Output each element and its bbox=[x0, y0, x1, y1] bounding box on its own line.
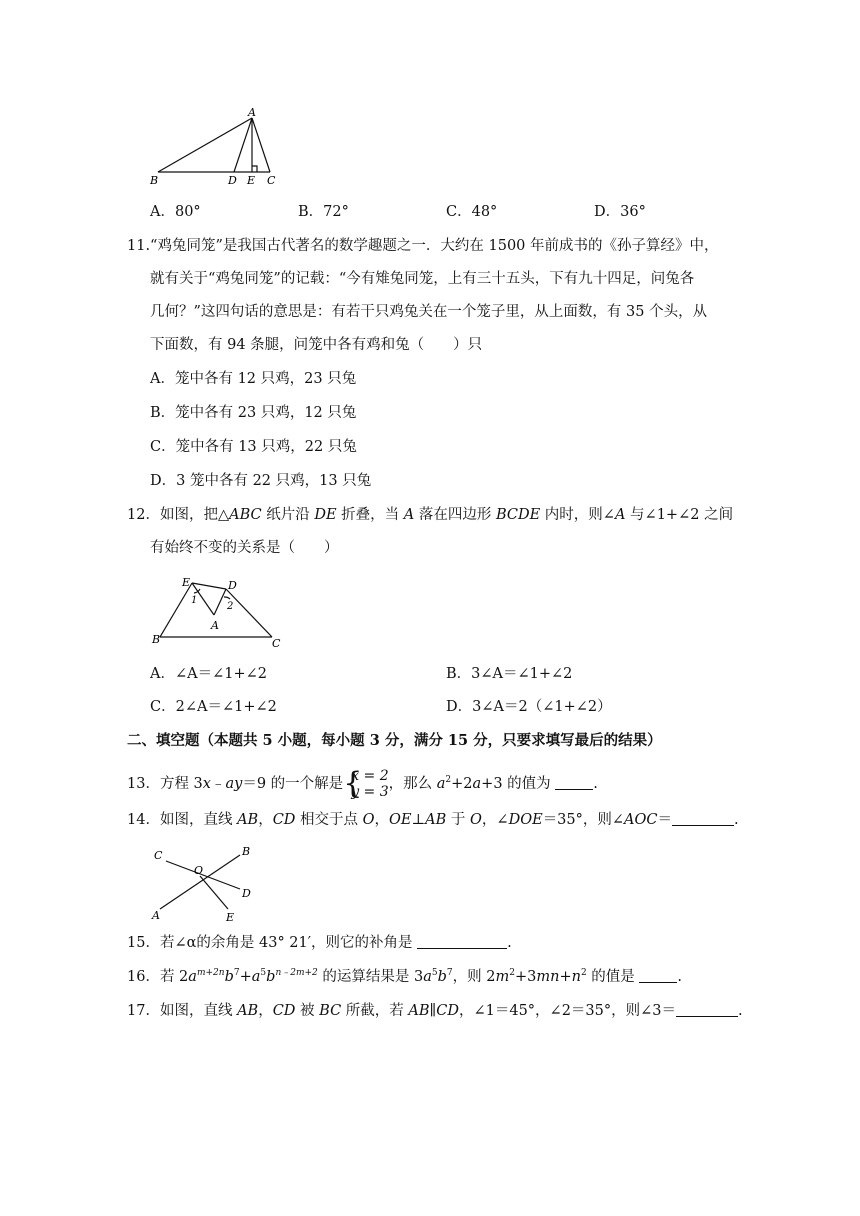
q10-option-b: B．72° bbox=[298, 204, 349, 220]
q11-option-a: A．笼中各有 12 只鸡，23 只兔 bbox=[150, 371, 357, 387]
q12-option-b: B．3∠A＝∠1+∠2 bbox=[446, 666, 573, 682]
q17-line: 17．如图，直线 AB，CD 被 BC 所截，若 AB∥CD，∠1＝45°，∠2＝35°，则∠3＝ . bbox=[127, 1003, 743, 1019]
fig12-label-2: 2 bbox=[227, 601, 234, 612]
intersecting-lines-figure-q14 bbox=[148, 843, 268, 923]
folded-triangle-figure-q12 bbox=[148, 575, 288, 647]
q13-equation-system: { x = 2 y = 3 bbox=[343, 766, 389, 801]
q13-answer-blank[interactable] bbox=[555, 775, 593, 790]
fig10-label-D: D bbox=[228, 174, 237, 187]
fig10-label-C: C bbox=[267, 174, 276, 187]
q16-line: 16．若 $2a^{m+2n}b^7+a^5b^{n﹣2m+2}$ 的运算结果是 $3a^5b^7$，则 $2m^2+3mn+n^2$ 的值是 . bbox=[127, 968, 682, 985]
fig10-label-B: B bbox=[150, 174, 159, 187]
fig12-label-E: E bbox=[182, 576, 191, 589]
q12-option-d: D．3∠A＝2（∠1+∠2） bbox=[446, 699, 612, 715]
q11-line-1: 11.“鸡兔同笼”是我国古代著名的数学趣题之一．大约在 1500 年前成书的《孙子算经》中， bbox=[127, 238, 719, 254]
q10-option-c: C．48° bbox=[446, 204, 498, 220]
q14-answer-blank[interactable] bbox=[672, 811, 734, 826]
triangle-figure-q10 bbox=[146, 106, 286, 188]
fig14-label-E: E bbox=[226, 911, 235, 923]
fig10-label-E: E bbox=[247, 174, 256, 187]
q10-option-d: D．36° bbox=[594, 204, 646, 220]
brace-icon: { bbox=[343, 766, 363, 801]
section-2-heading: 二、填空题（本题共 5 小题，每小题 3 分，满分 15 分，只要求填写最后的结果） bbox=[127, 732, 662, 749]
fig10-label-A: A bbox=[248, 106, 256, 119]
q11-option-d: D．3 笼中各有 22 只鸡，13 只兔 bbox=[150, 473, 372, 489]
fig12-label-1: 1 bbox=[191, 595, 198, 606]
q13-line: 13．方程 3x﹣ay＝9 的一个解是 { x = 2 y = 3，那么 $a^2+2a+3$ 的值为 . bbox=[127, 766, 598, 801]
q12-option-a: A．∠A＝∠1+∠2 bbox=[150, 666, 267, 682]
q12-line-2: 有始终不变的关系是（ ） bbox=[150, 540, 339, 556]
q17-answer-blank[interactable] bbox=[676, 1002, 738, 1017]
fig14-label-B: B bbox=[242, 845, 251, 858]
q10-option-a: A．80° bbox=[150, 204, 201, 220]
fig14-label-O: O bbox=[194, 864, 204, 877]
q12-option-c: C．2∠A＝∠1+∠2 bbox=[150, 699, 277, 715]
q12-line-1: 12．如图，把△ABC 纸片沿 DE 折叠，当 A 落在四边形 BCDE 内时，则∠A 与∠1+∠2 之间 bbox=[127, 507, 734, 523]
q15-answer-blank[interactable] bbox=[417, 934, 507, 949]
fig14-label-D: D bbox=[242, 887, 251, 900]
q16-answer-blank[interactable] bbox=[639, 968, 677, 983]
q11-option-b: B．笼中各有 23 只鸡，12 只兔 bbox=[150, 405, 357, 421]
fig12-label-D: D bbox=[228, 579, 237, 592]
fig12-label-A: A bbox=[211, 619, 219, 632]
q15-line: 15．若∠α的余角是 43° 21′，则它的补角是 . bbox=[127, 935, 512, 951]
q11-option-c: C．笼中各有 13 只鸡，22 只兔 bbox=[150, 439, 357, 455]
fig12-label-C: C bbox=[272, 637, 281, 647]
q14-line: 14．如图，直线 AB，CD 相交于点 O，OE⊥AB 于 O，∠DOE＝35°，则∠AOC＝ . bbox=[127, 812, 739, 828]
q11-line-3: 几何？”这四句话的意思是：有若干只鸡兔关在一个笼子里，从上面数，有 35 个头，从 bbox=[150, 304, 708, 320]
q11-line-2: 就有关于“鸡兔同笼”的记载：“今有雉兔同笼，上有三十五头，下有九十四足，问兔各 bbox=[150, 271, 695, 287]
q11-line-4: 下面数，有 94 条腿，问笼中各有鸡和兔（ ）只 bbox=[150, 337, 483, 353]
fig12-label-B: B bbox=[152, 633, 161, 646]
fig14-label-A: A bbox=[152, 909, 160, 922]
fig14-label-C: C bbox=[154, 849, 163, 862]
